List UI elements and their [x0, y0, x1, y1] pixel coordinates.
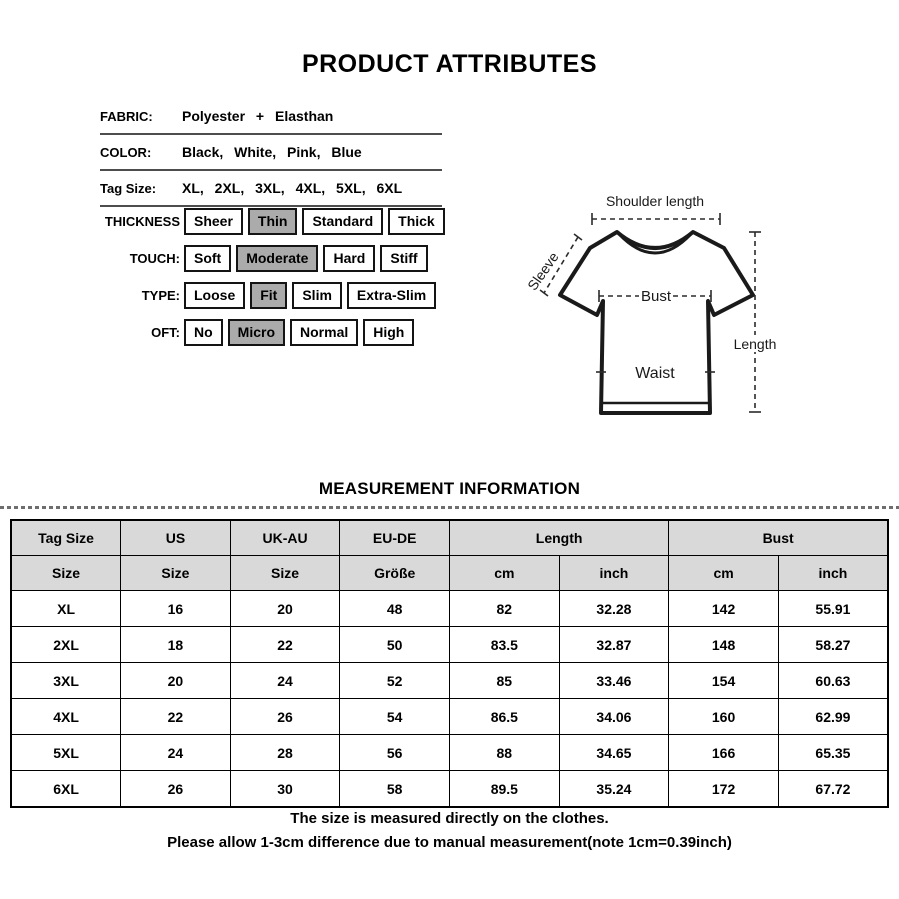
table-row: [11, 627, 888, 663]
sub-col-bust-cm: cm: [669, 556, 779, 591]
table-cell: 83.5: [450, 627, 560, 663]
option-thin: Thin: [248, 208, 298, 235]
option-row-label: OFT:: [151, 325, 180, 340]
header-row-1: [11, 520, 888, 556]
table-cell: 89.5: [450, 771, 560, 808]
dotted-divider: [0, 506, 899, 509]
table-cell: 34.06: [559, 699, 669, 735]
table-cell: 88: [450, 735, 560, 771]
measurement-heading: MEASUREMENT INFORMATION: [318, 479, 581, 498]
table-cell: 166: [669, 735, 779, 771]
table-cell: 60.63: [778, 663, 888, 699]
table-cell: 24: [230, 663, 340, 699]
table-cell: 22: [121, 699, 231, 735]
option-row-touch: [100, 245, 460, 272]
sub-col-length-inch: inch: [559, 556, 669, 591]
col-eu-de: EU-DE: [340, 520, 450, 556]
table-cell: 86.5: [450, 699, 560, 735]
option-moderate: Moderate: [236, 245, 318, 272]
option-row-oft: [100, 319, 460, 346]
tshirt-diagram: [515, 188, 795, 443]
table-cell: 62.99: [778, 699, 888, 735]
table-row: [11, 591, 888, 627]
table-cell: 20: [121, 663, 231, 699]
header-row-2: [11, 556, 888, 591]
tag-size-row: [100, 171, 442, 207]
option-stiff: Stiff: [380, 245, 427, 272]
option-thick: Thick: [388, 208, 445, 235]
fabric-row: [100, 99, 442, 135]
color-row: [100, 135, 442, 171]
tag-size-label: Tag Size:: [100, 180, 157, 196]
table-cell: 142: [669, 591, 779, 627]
table-cell: 67.72: [778, 771, 888, 808]
option-row-thickness: [100, 208, 460, 235]
color-label: COLOR:: [100, 144, 152, 160]
table-cell: 28: [230, 735, 340, 771]
table-cell: 85: [450, 663, 560, 699]
option-no: No: [184, 319, 223, 346]
table-cell: 50: [340, 627, 450, 663]
sub-col-size-3: Size: [230, 556, 340, 591]
table-cell: 52: [340, 663, 450, 699]
col-uk-au: UK-AU: [230, 520, 340, 556]
table-cell: 148: [669, 627, 779, 663]
table-cell: 3XL: [11, 663, 121, 699]
fabric-label: FABRIC:: [100, 108, 153, 124]
table-cell: XL: [11, 591, 121, 627]
color-value: Black, White, Pink, Blue: [182, 144, 362, 160]
table-cell: 55.91: [778, 591, 888, 627]
sub-col-size-1: Size: [11, 556, 121, 591]
table-row: [11, 735, 888, 771]
sub-col-groesse: Größe: [340, 556, 450, 591]
table-cell: 33.46: [559, 663, 669, 699]
size-table-body: [11, 591, 888, 808]
col-length: Length: [450, 520, 669, 556]
option-row-label: TYPE:: [141, 288, 180, 303]
table-row: [11, 699, 888, 735]
table-cell: 6XL: [11, 771, 121, 808]
table-cell: 26: [121, 771, 231, 808]
note-line-2: Please allow 1-3cm difference due to manual measurement(note 1cm=0.39inch): [167, 834, 732, 851]
tag-size-value: XL, 2XL, 3XL, 4XL, 5XL, 6XL: [182, 180, 403, 196]
option-soft: Soft: [184, 245, 231, 272]
table-cell: 58: [340, 771, 450, 808]
table-cell: 154: [669, 663, 779, 699]
option-rows-section: [100, 208, 460, 356]
shoulder-length-label: Shoulder length: [605, 193, 705, 209]
table-cell: 20: [230, 591, 340, 627]
table-cell: 5XL: [11, 735, 121, 771]
table-cell: 18: [121, 627, 231, 663]
sleeve-label: Sleeve: [524, 249, 562, 294]
option-standard: Standard: [302, 208, 383, 235]
col-tag-size: Tag Size: [11, 520, 121, 556]
option-row-label: TOUCH:: [129, 251, 180, 266]
attributes-section: [100, 99, 442, 207]
fabric-value: Polyester + Elasthan: [182, 108, 334, 124]
table-cell: 48: [340, 591, 450, 627]
bust-label: Bust: [640, 288, 672, 305]
table-cell: 32.28: [559, 591, 669, 627]
size-table: [10, 519, 889, 808]
sub-col-length-cm: cm: [450, 556, 560, 591]
table-cell: 82: [450, 591, 560, 627]
table-row: [11, 771, 888, 808]
table-cell: 35.24: [559, 771, 669, 808]
col-bust: Bust: [669, 520, 888, 556]
size-table-head: [11, 520, 888, 591]
option-micro: Micro: [228, 319, 285, 346]
tshirt-outline: [560, 232, 753, 413]
sub-col-bust-inch: inch: [778, 556, 888, 591]
table-cell: 58.27: [778, 627, 888, 663]
option-extra-slim: Extra-Slim: [347, 282, 436, 309]
sub-col-size-2: Size: [121, 556, 231, 591]
table-cell: 2XL: [11, 627, 121, 663]
option-row-type: [100, 282, 460, 309]
length-label: Length: [733, 336, 777, 352]
note-line-1: The size is measured directly on the clothes.: [290, 810, 609, 827]
table-cell: 56: [340, 735, 450, 771]
option-high: High: [363, 319, 414, 346]
measurement-notes: [0, 810, 899, 858]
option-fit: Fit: [250, 282, 287, 309]
table-cell: 30: [230, 771, 340, 808]
table-cell: 54: [340, 699, 450, 735]
table-cell: 32.87: [559, 627, 669, 663]
table-cell: 22: [230, 627, 340, 663]
table-cell: 16: [121, 591, 231, 627]
option-loose: Loose: [184, 282, 245, 309]
option-normal: Normal: [290, 319, 358, 346]
waist-label: Waist: [635, 365, 675, 382]
table-cell: 160: [669, 699, 779, 735]
option-row-label: THICKNESS: [104, 214, 180, 229]
table-cell: 26: [230, 699, 340, 735]
table-cell: 172: [669, 771, 779, 808]
col-us: US: [121, 520, 231, 556]
table-cell: 24: [121, 735, 231, 771]
option-slim: Slim: [292, 282, 342, 309]
page-title: PRODUCT ATTRIBUTES: [301, 50, 598, 78]
table-row: [11, 663, 888, 699]
option-sheer: Sheer: [184, 208, 243, 235]
table-cell: 4XL: [11, 699, 121, 735]
table-cell: 65.35: [778, 735, 888, 771]
table-cell: 34.65: [559, 735, 669, 771]
option-hard: Hard: [323, 245, 375, 272]
